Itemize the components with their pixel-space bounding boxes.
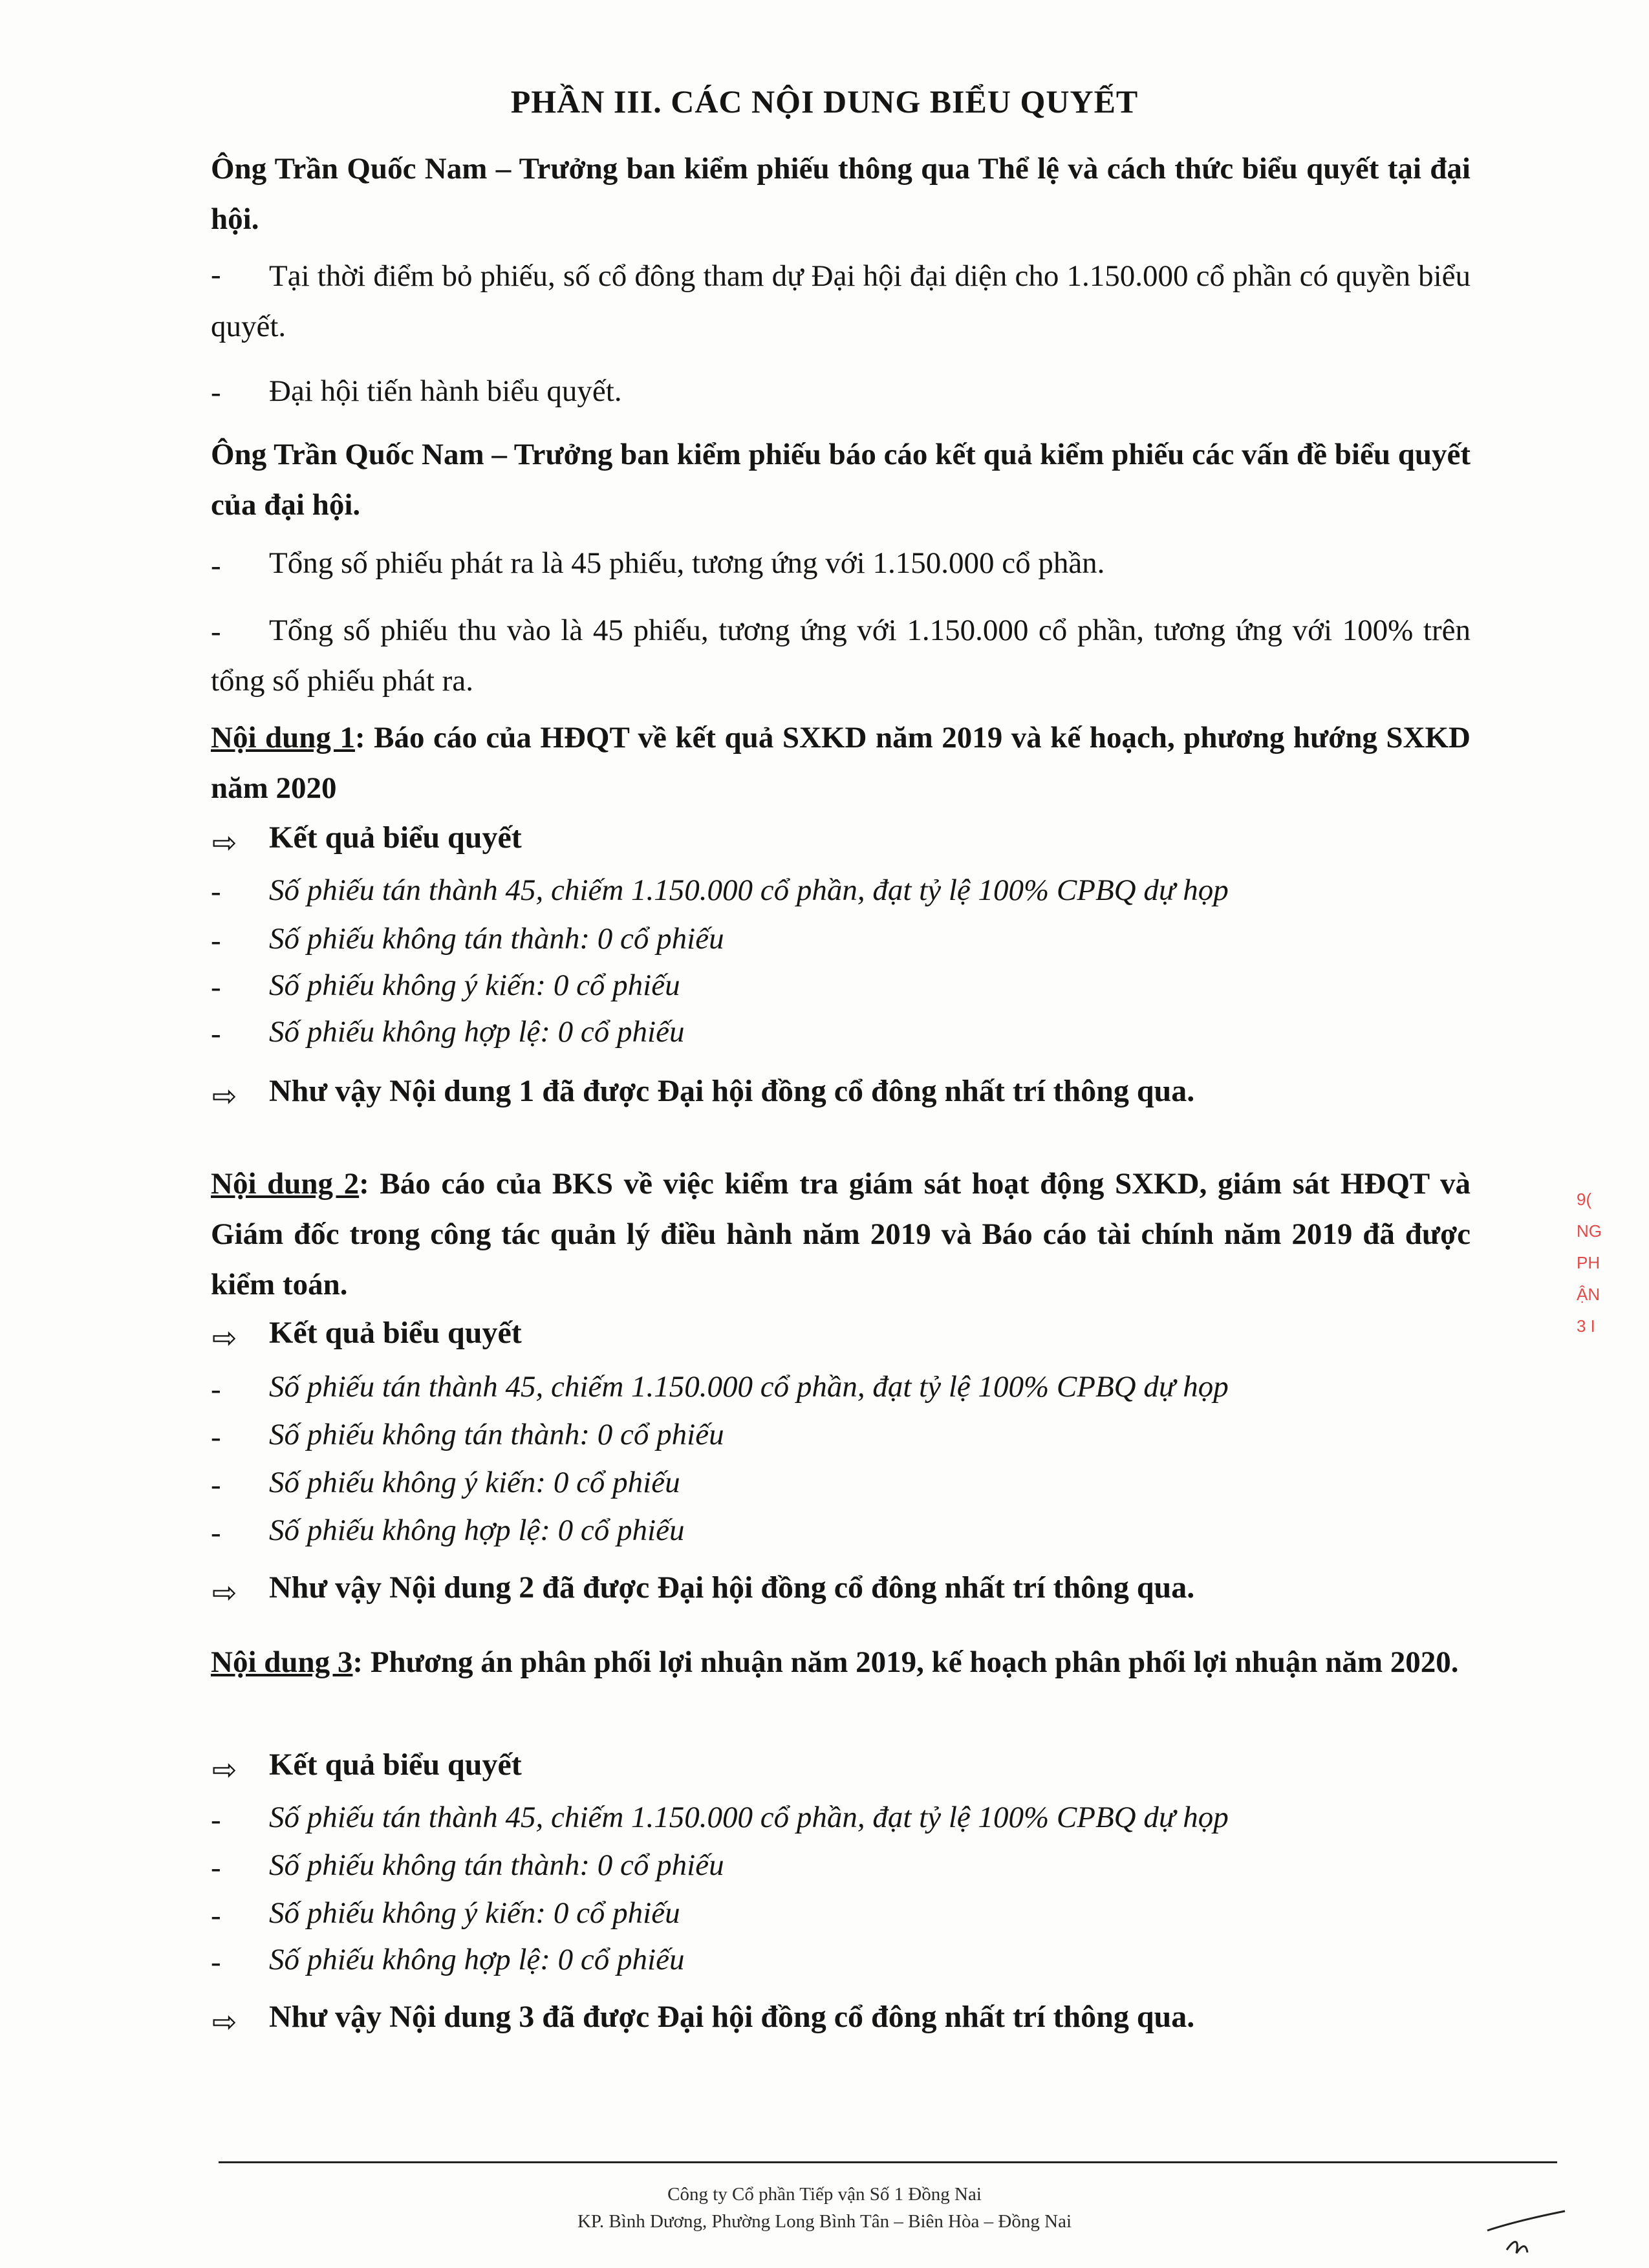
section-1-heading <box>211 712 1471 813</box>
stamp-text: 9( <box>1577 1190 1592 1209</box>
section-1-result-1: Số phiếu tán thành 45, chiếm 1.150.000 cổ phần, đạt tỷ lệ 100% CPBQ dự họp <box>269 873 1229 907</box>
dash: - <box>211 1468 221 1502</box>
arrow-icon: ⇨ <box>212 1320 237 1355</box>
dash: - <box>211 1017 221 1051</box>
section-1-text: : Báo cáo của HĐQT về kết quả SXKD năm 2019 và kế hoạch, phương hướng SXKD năm 2020 <box>211 721 1471 805</box>
intro1-item-1: Tại thời điểm bỏ phiếu, số cổ đông tham dự Đại hội đại diện cho 1.150.000 cổ phần có quyền biểu quyết. <box>211 259 1471 343</box>
dash: - <box>211 549 221 583</box>
section-3-result-4: Số phiếu không hợp lệ: 0 cổ phiếu <box>269 1943 685 1976</box>
section-3-text: : Phương án phân phối lợi nhuận năm 2019, kế hoạch phân phối lợi nhuận năm 2020. <box>352 1645 1459 1679</box>
dash: - <box>211 1803 221 1837</box>
section-3-label: Nội dung 3 <box>211 1645 353 1679</box>
intro1-heading: Ông Trần Quốc Nam – Trưởng ban kiểm phiếu thông qua Thể lệ và cách thức biểu quyết tại đại hội. <box>211 152 1471 236</box>
stamp-fragment <box>1577 1190 1615 1348</box>
dash: - <box>211 1945 221 1979</box>
intro2-item-1: Tổng số phiếu phát ra là 45 phiếu, tương ứng với 1.150.000 cổ phần. <box>269 546 1105 580</box>
section-1-result-3: Số phiếu không ý kiến: 0 cổ phiếu <box>269 968 680 1002</box>
section-2-conclusion: Như vậy Nội dung 2 đã được Đại hội đồng cổ đông nhất trí thông qua. <box>269 1570 1195 1605</box>
section-2-result-4: Số phiếu không hợp lệ: 0 cổ phiếu <box>269 1514 685 1547</box>
dash: - <box>211 258 221 292</box>
section-1-result-2: Số phiếu không tán thành: 0 cổ phiếu <box>269 922 724 956</box>
section-2-result-3: Số phiếu không ý kiến: 0 cổ phiếu <box>269 1466 680 1499</box>
arrow-icon: ⇨ <box>212 1575 237 1610</box>
section-2-result-header: Kết quả biểu quyết <box>269 1316 522 1350</box>
intro1-item-2: Đại hội tiến hành biểu quyết. <box>269 374 622 408</box>
section-1-label: Nội dung 1 <box>211 721 355 754</box>
section-2-result-2: Số phiếu không tán thành: 0 cổ phiếu <box>269 1418 724 1451</box>
stamp-text: PH <box>1577 1253 1600 1272</box>
arrow-icon: ⇨ <box>212 1078 237 1113</box>
footer-address: KP. Bình Dương, Phường Long Bình Tân – Biên Hòa – Đồng Nai <box>577 2211 1072 2232</box>
intro2-item-2: Tổng số phiếu thu vào là 45 phiếu, tương ứng với 1.150.000 cổ phần, tương ứng với 100% trên tổng số phiếu phát ra. <box>211 614 1471 698</box>
dash: - <box>211 875 221 908</box>
footer-company: Công ty Cổ phần Tiếp vận Số 1 Đồng Nai <box>667 2184 982 2205</box>
stamp-text: 3 I <box>1577 1316 1595 1336</box>
dash: - <box>211 1851 221 1885</box>
dash: - <box>211 615 221 648</box>
footer-divider <box>219 2161 1557 2163</box>
section-2-text: : Báo cáo của BKS về việc kiểm tra giám sát hoạt động SXKD, giám sát HĐQT và Giám đốc trong công tác quản lý điều hành năm 2019 và Báo cáo tài chính năm 2019 đã được kiểm toán. <box>211 1167 1471 1301</box>
section-3-result-3: Số phiếu không ý kiến: 0 cổ phiếu <box>269 1896 680 1930</box>
page-title: PHẦN III. CÁC NỘI DUNG BIỂU QUYẾT <box>510 83 1139 120</box>
section-2-result-1: Số phiếu tán thành 45, chiếm 1.150.000 cổ phần, đạt tỷ lệ 100% CPBQ dự họp <box>269 1370 1229 1404</box>
dash: - <box>211 1899 221 1932</box>
dash: - <box>211 1420 221 1454</box>
intro2-heading: Ông Trần Quốc Nam – Trưởng ban kiểm phiếu báo cáo kết quả kiểm phiếu các vấn đề biểu quyết của đại hội. <box>211 438 1471 522</box>
section-1-result-4: Số phiếu không hợp lệ: 0 cổ phiếu <box>269 1015 685 1049</box>
arrow-icon: ⇨ <box>212 825 237 860</box>
arrow-icon: ⇨ <box>212 2004 237 2039</box>
dash: - <box>211 970 221 1004</box>
section-2-heading <box>211 1159 1471 1310</box>
dash: - <box>211 1516 221 1550</box>
dash: - <box>211 1373 221 1406</box>
section-3-result-header: Kết quả biểu quyết <box>269 1748 522 1782</box>
section-2-label: Nội dung 2 <box>211 1167 360 1201</box>
section-1-result-header: Kết quả biểu quyết <box>269 820 522 855</box>
section-1-conclusion: Như vậy Nội dung 1 đã được Đại hội đồng cổ đông nhất trí thông qua. <box>269 1074 1195 1108</box>
section-3-result-1: Số phiếu tán thành 45, chiếm 1.150.000 cổ phần, đạt tỷ lệ 100% CPBQ dự họp <box>269 1801 1229 1834</box>
dash: - <box>211 924 221 957</box>
section-3-result-2: Số phiếu không tán thành: 0 cổ phiếu <box>269 1848 724 1882</box>
dash: - <box>211 376 221 409</box>
section-3-heading <box>211 1637 1471 1687</box>
stamp-text: NG <box>1577 1221 1602 1241</box>
stamp-text: ẬN <box>1577 1285 1600 1304</box>
section-3-conclusion: Như vậy Nội dung 3 đã được Đại hội đồng cổ đông nhất trí thông qua. <box>269 2000 1195 2034</box>
arrow-icon: ⇨ <box>212 1752 237 1787</box>
signature-mark <box>1481 2205 1571 2256</box>
